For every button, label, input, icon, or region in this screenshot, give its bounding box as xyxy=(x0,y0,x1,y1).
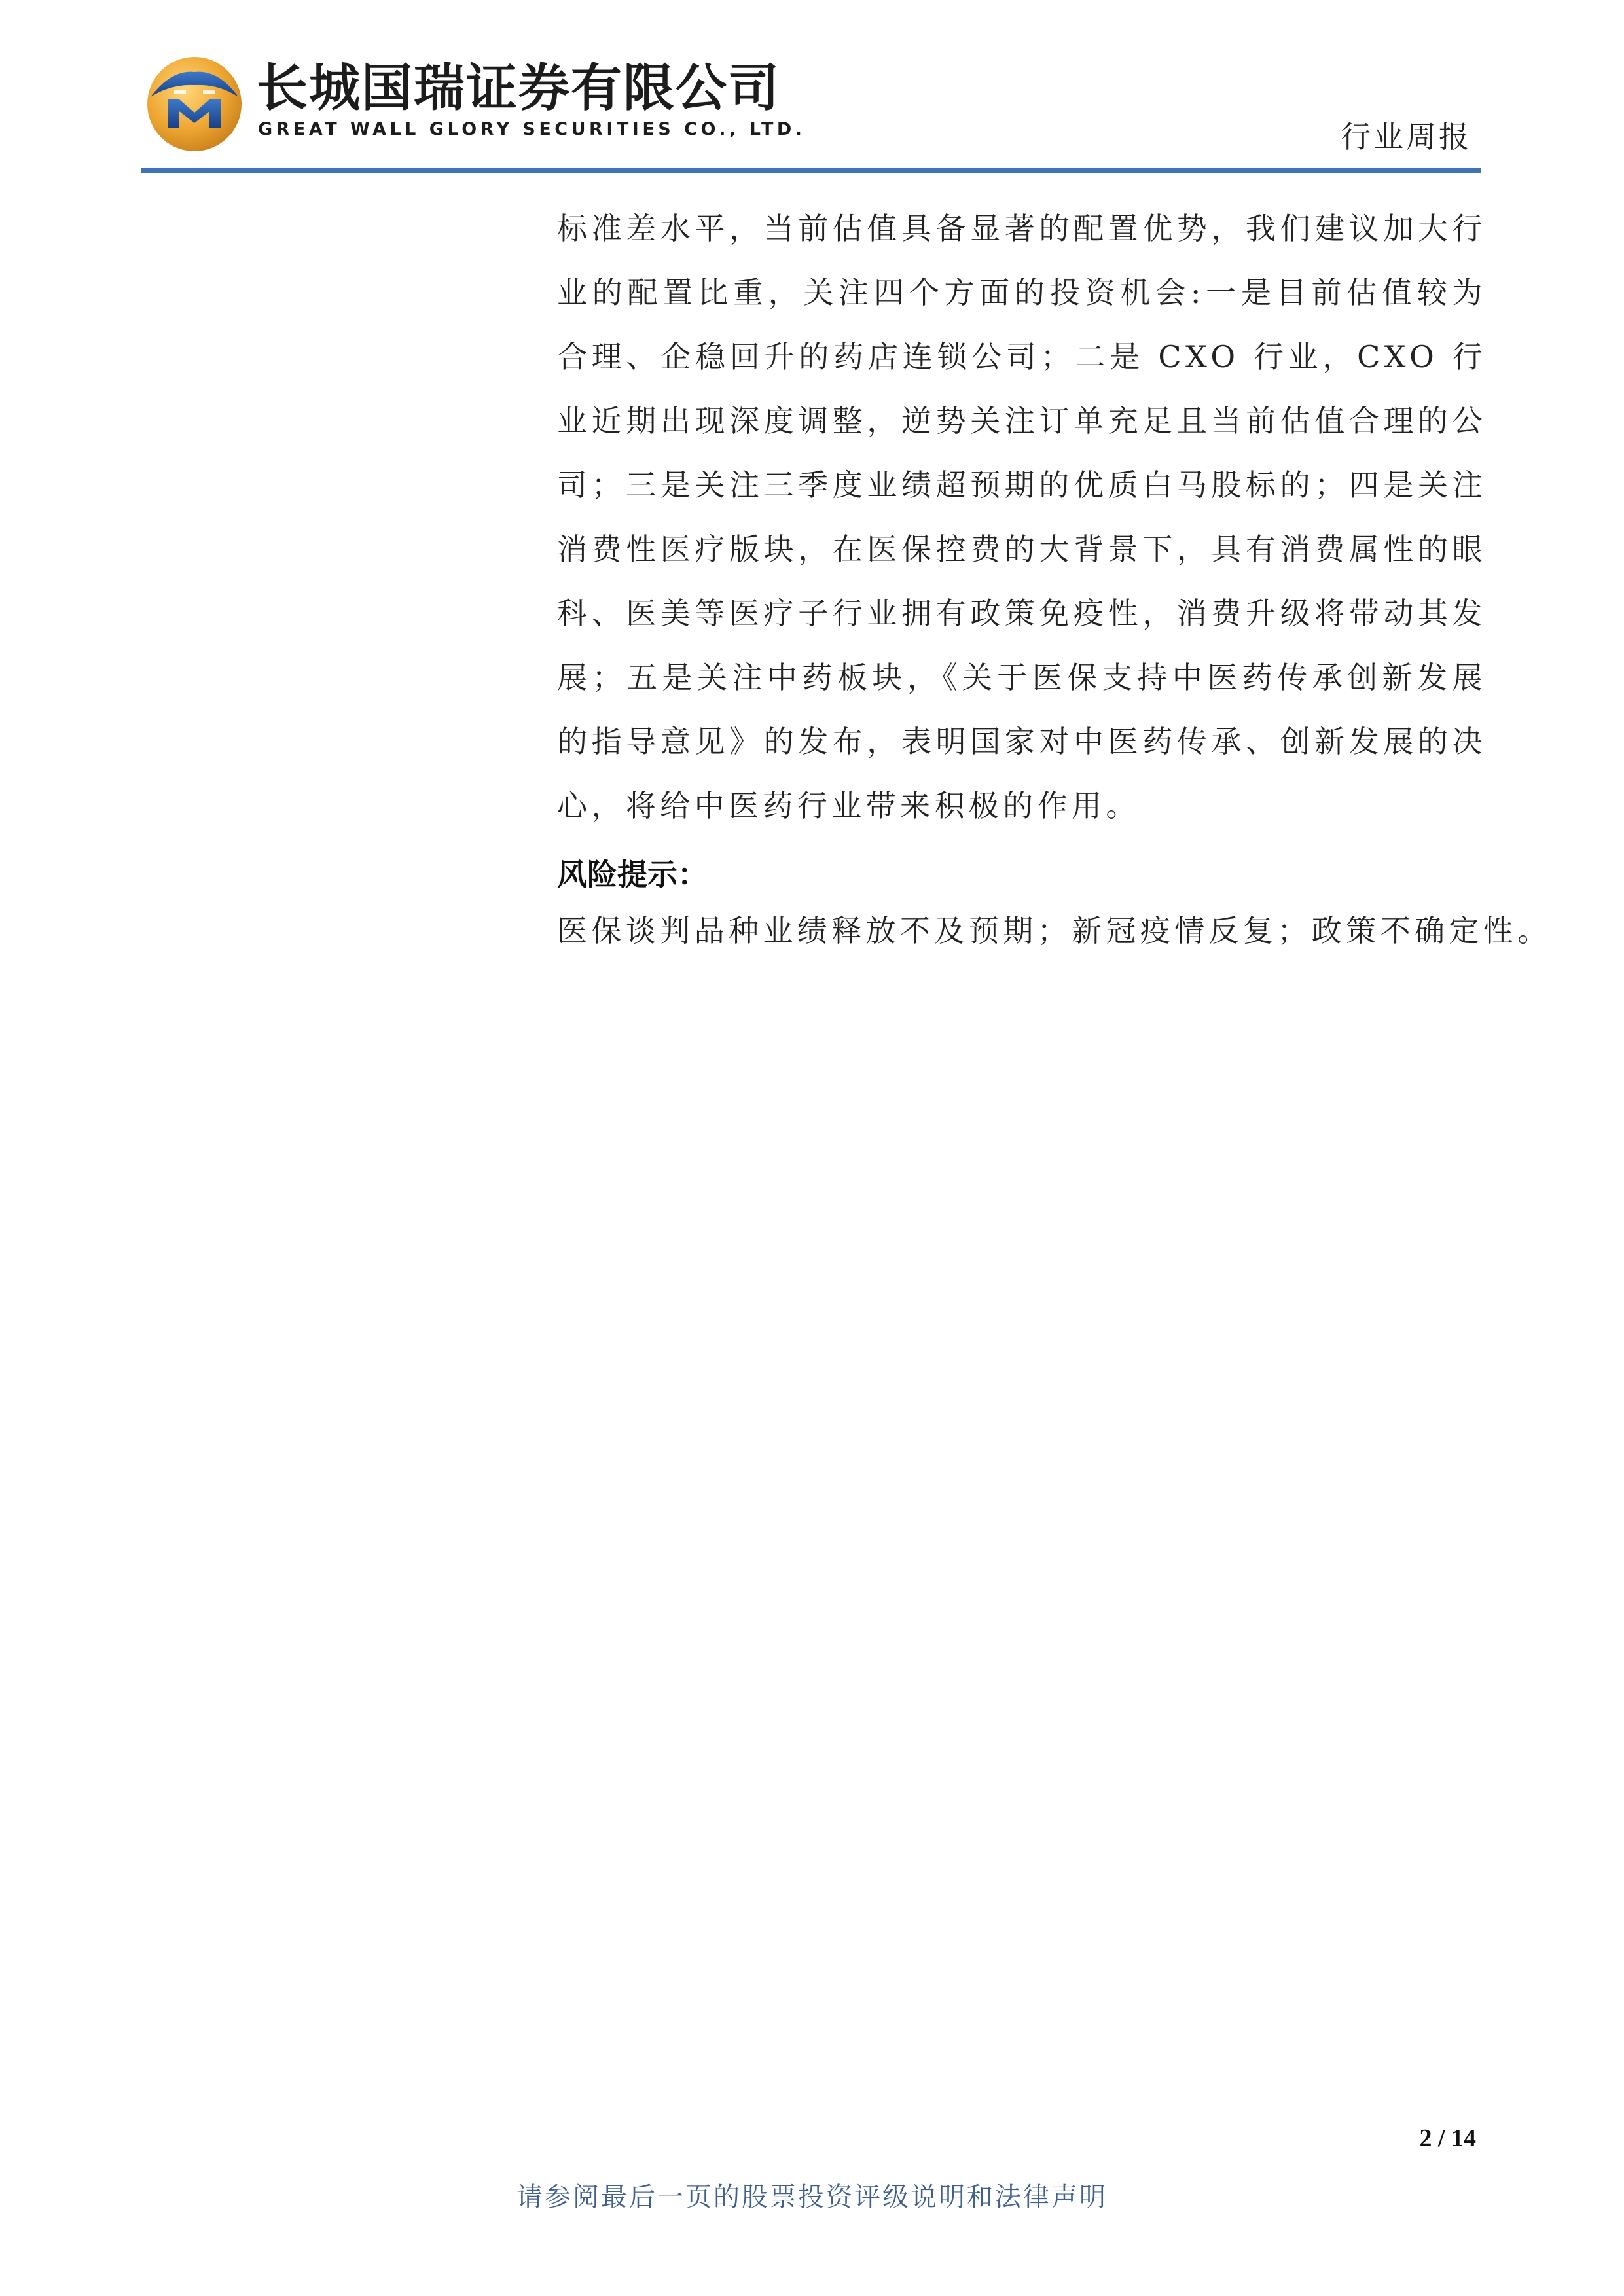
report-type-label: 行业周报 xyxy=(1341,119,1471,154)
company-logo xyxy=(145,55,244,153)
risk-warning-text: 医保谈判品种业绩释放不及预期；新冠疫情反复；政策不确定性。 xyxy=(557,913,1552,948)
footer-disclaimer: 请参阅最后一页的股票投资评级说明和法律声明 xyxy=(516,2182,1108,2212)
header-divider xyxy=(141,168,1481,173)
company-name-cn: 长城国瑞证券有限公司 xyxy=(257,59,781,118)
risk-warning-heading: 风险提示： xyxy=(557,857,708,892)
company-name-en: GREAT WALL GLORY SECURITIES CO., LTD. xyxy=(258,119,806,139)
great-wall-glory-logo-icon xyxy=(145,55,244,153)
report-body xyxy=(557,196,1552,954)
page-number: 2 / 14 xyxy=(1419,2125,1476,2152)
investment-recommendation-paragraph: 标准差水平，当前估值具备显著的配置优势，我们建议加大行业的配置比重，关注四个方面的投资机会:一是目前估值较为合理、企稳回升的药店连锁公司；二是 CXO 行业，CXO 行业近期出现深度调整，逆势关注订单充足且当前估值合理的公司；三是关注三季度业绩超预期的优质白马股标的；四是关注消费性医疗版块，在医保控费的大背景下，具有消费属性的眼科、医美等医疗子行业拥有政策免疫性，消费升级将带动其发展；五是关注中药板块，《关于医保支持中医药传承创新发展的指导意见》的发布，表明国家对中医药传承、创新发展的决心，将给中医药行业带来积极的作用。 xyxy=(557,211,1487,823)
